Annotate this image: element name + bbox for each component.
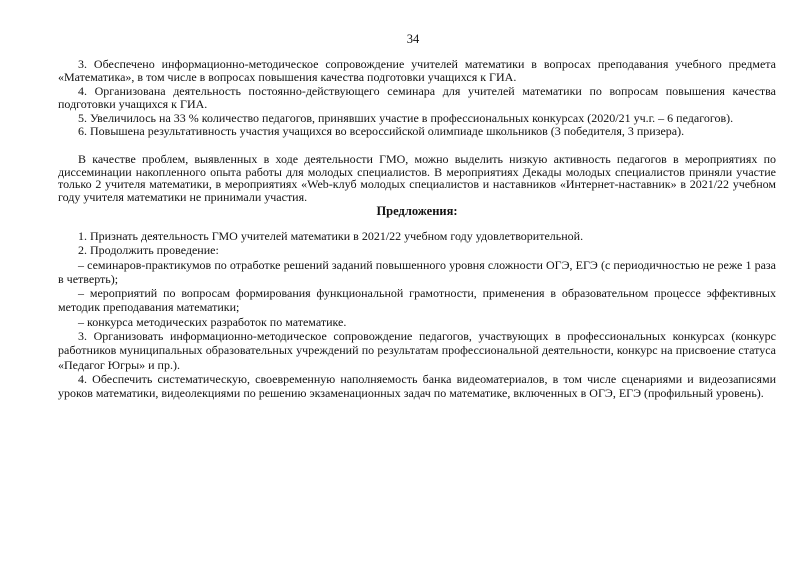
proposals-list bbox=[58, 229, 776, 401]
result-item: 4. Организована деятельность постоянно-действующего семинара для учителей математики по вопросам повышения качества подготовки учащихся к ГИА. bbox=[58, 83, 776, 112]
problems-paragraph: В качестве проблем, выявленных в ходе деятельности ГМО, можно выделить низкую активность педагогов в мероприятиях по диссеминации накопленного опыта работы для молодых специалистов. В мероприятиях Декады молодых специалистов приняли участие только 2 учителя математики, в мероприятиях «Web-клуб молодых специалистов и наставников «Интернет-наставник» в 2021/22 учебном году учителя математики не принимали участия. bbox=[58, 152, 776, 204]
result-item: 6. Повышена результативность участия учащихся во всероссийской олимпиаде школьников (3 победителя, 3 призера). bbox=[78, 124, 685, 139]
proposal-item: – семинаров-практикумов по отработке решений заданий повышенного уровня сложности ОГЭ, ЕГЭ (с периодичностью не реже 1 раза в четверть); bbox=[58, 257, 776, 286]
results-list bbox=[58, 58, 776, 138]
proposal-item: 4. Обеспечить систематическую, своевременную наполняемость банка видеоматериалов, в том числе сценариями и видеозаписями уроков математики, видеолекциями по решению экзаменационных задач по математике, включенных в ОГЭ, ЕГЭ (профильный уровень). bbox=[58, 371, 776, 401]
problems-section bbox=[58, 153, 776, 203]
result-item: 3. Обеспечено информационно-методическое сопровождение учителей математики в вопросах преподавания учебного предмета «Математика», в том числе в вопросах повышения качества подготовки учащихся к ГИА. bbox=[58, 57, 776, 85]
proposals-heading: Предложения: bbox=[376, 204, 458, 218]
page-number: 34 bbox=[406, 32, 420, 46]
proposal-item: 2. Продолжить проведение: bbox=[78, 243, 219, 258]
proposal-item: – конкурса методических разработок по математике. bbox=[78, 314, 347, 329]
proposal-item: – мероприятий по вопросам формирования функциональной грамотности, применения в образовательном процессе эффективных методик преподавания математики; bbox=[58, 286, 776, 315]
proposal-item: 3. Организовать информационно-методическое сопровождение педагогов, участвующих в профессиональных конкурсах (конкурс работников муниципальных образовательных учреждений по результатам профессиональной деятельности, конкурс на присвоение статуса «Педагог Югры» и пр.). bbox=[58, 329, 776, 372]
result-item: 5. Увеличилось на 33 % количество педагогов, принявших участие в профессиональных конкурсах (2020/21 уч.г. – 6 педагогов). bbox=[78, 110, 734, 125]
proposal-item: 1. Признать деятельность ГМО учителей математики в 2021/22 учебном году удовлетворительной. bbox=[78, 229, 584, 243]
